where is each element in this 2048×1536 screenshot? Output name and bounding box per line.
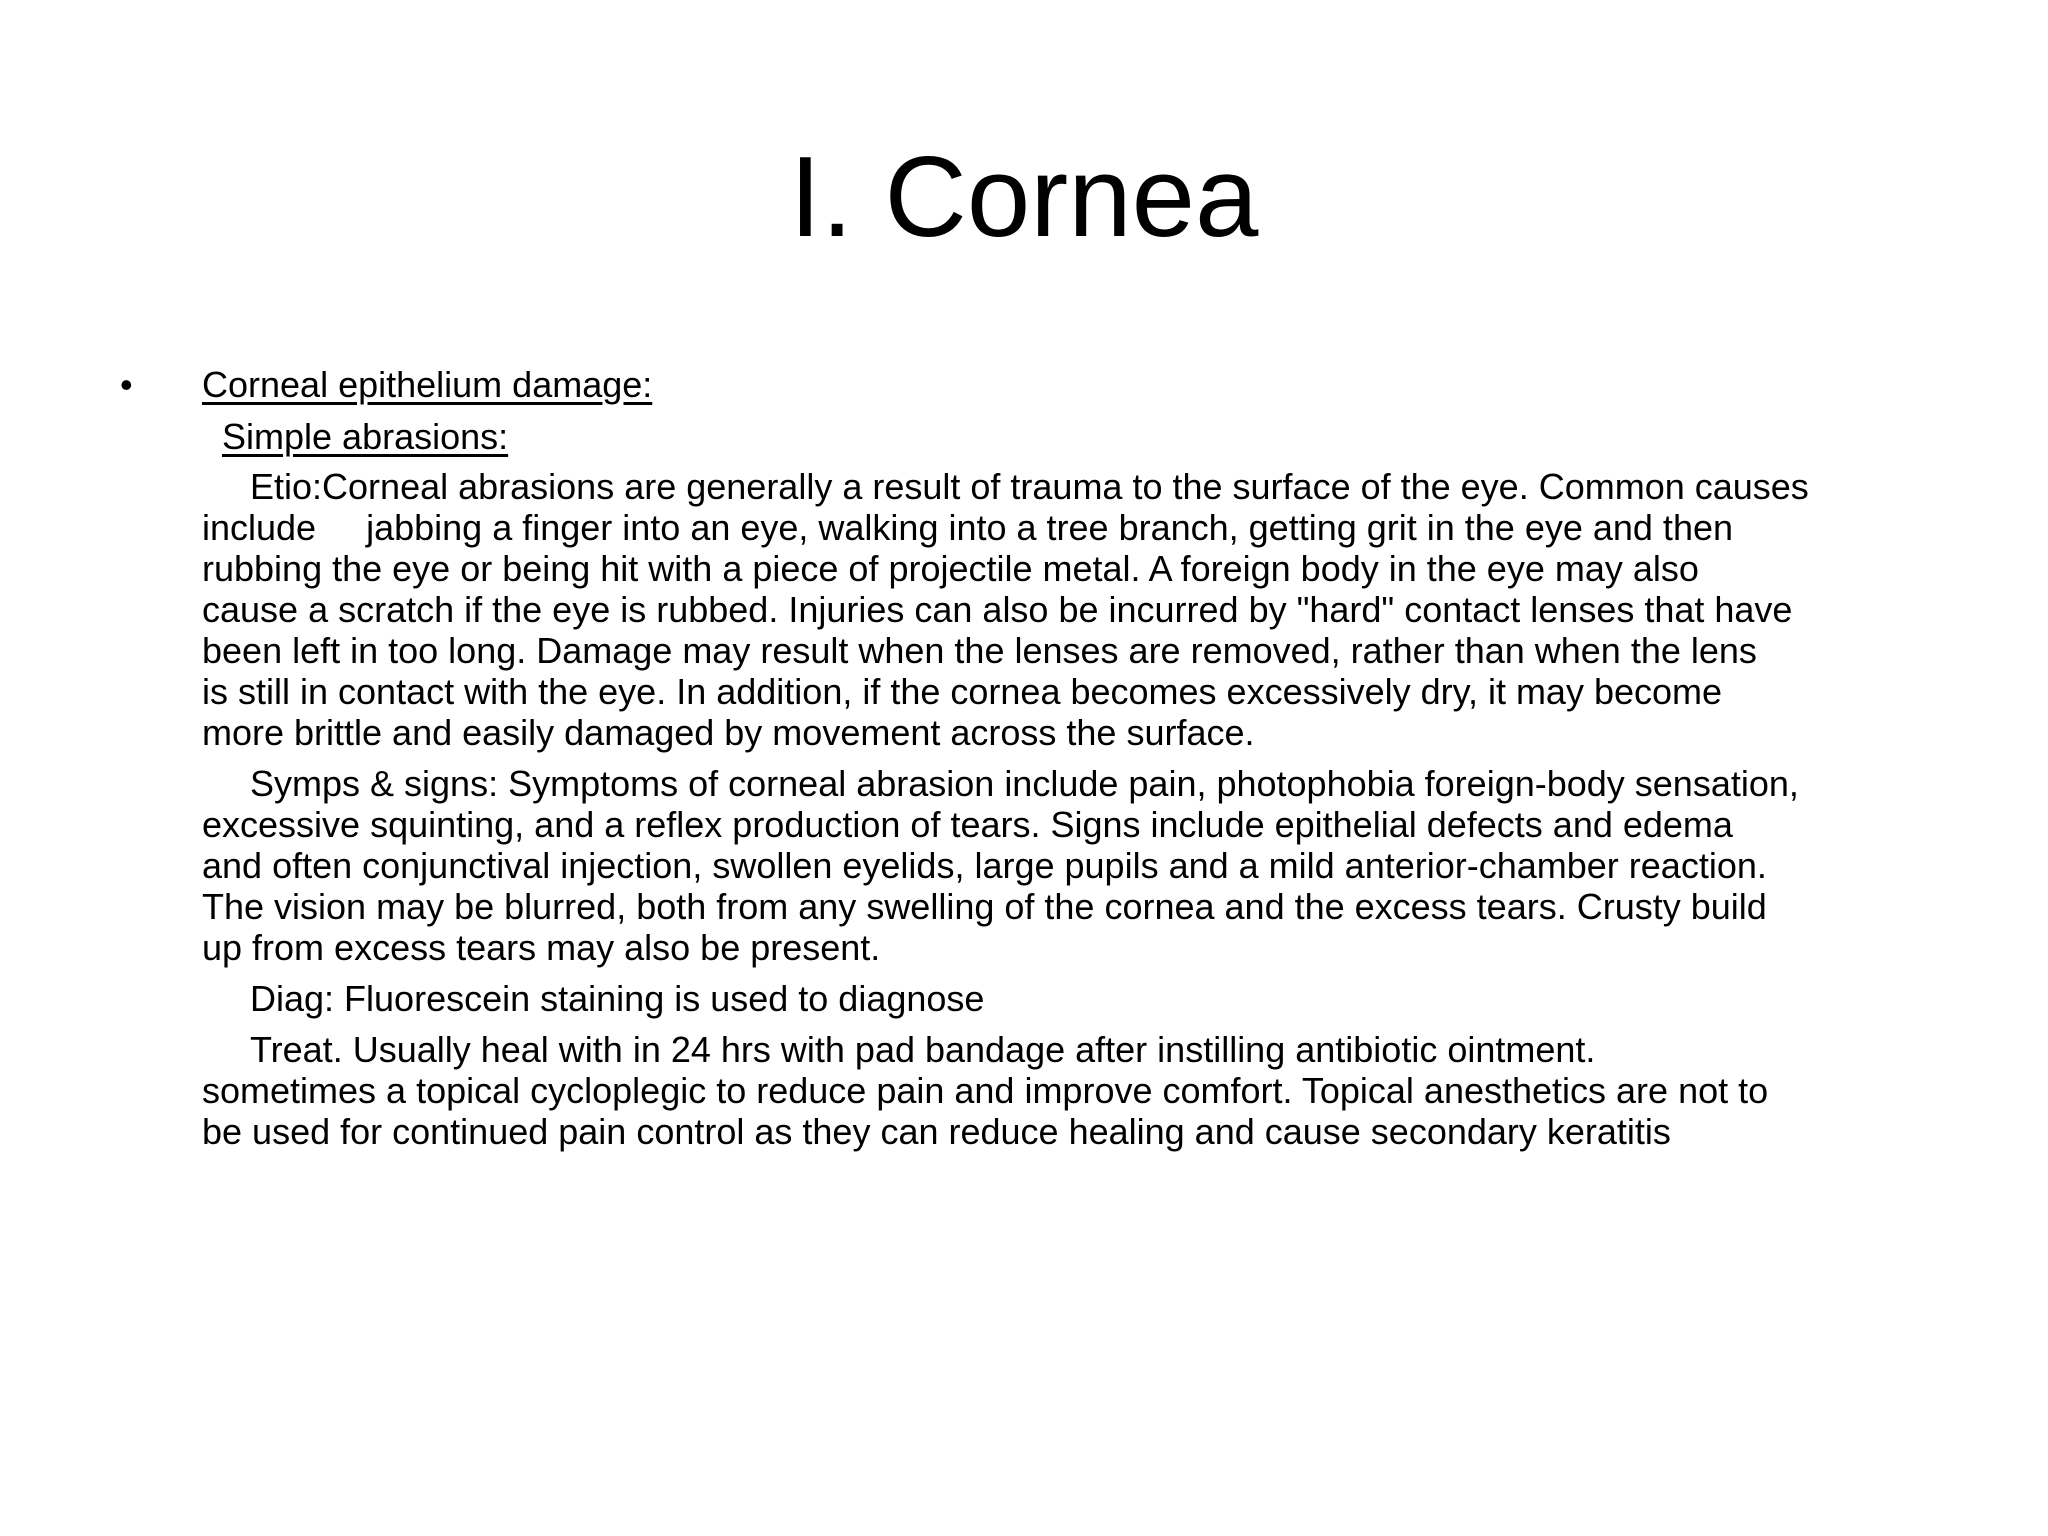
paragraph-line: rubbing the eye or being hit with a piece of projectile metal. A foreign body in the eye may also	[202, 548, 1699, 589]
bullet-item	[120, 364, 1960, 416]
paragraph-line: cause a scratch if the eye is rubbed. Injuries can also be incurred by "hard" contact lenses that have	[202, 589, 1793, 630]
paragraph-line: excessive squinting, and a reflex production of tears. Signs include epithelial defects and edema	[202, 804, 1733, 845]
bullet-icon: •	[120, 364, 133, 405]
symptoms-paragraph	[202, 763, 1960, 968]
paragraph-line: Diag: Fluorescein staining is used to diagnose	[250, 978, 985, 1019]
subsection-heading-row	[120, 416, 1960, 466]
paragraph-line: The vision may be blurred, both from any swelling of the cornea and the excess tears. Crusty build	[202, 886, 1767, 927]
diagnosis-paragraph	[202, 978, 1960, 1019]
paragraph-line: is still in contact with the eye. In addition, if the cornea becomes excessively dry, it may become	[202, 671, 1723, 712]
paragraph-line: been left in too long. Damage may result when the lenses are removed, rather than when the lens	[202, 630, 1757, 671]
etiology-paragraph	[202, 466, 1960, 753]
slide-content	[120, 364, 1960, 1162]
paragraph-line: more brittle and easily damaged by movement across the surface.	[202, 712, 1255, 753]
paragraph-line: Treat. Usually heal with in 24 hrs with pad bandage after instilling antibiotic ointment.	[250, 1029, 1596, 1070]
subsection-heading: Simple abrasions:	[222, 416, 509, 457]
paragraph-line: include jabbing a finger into an eye, walking into a tree branch, getting grit in the eye and then	[202, 507, 1734, 548]
paragraph-line: and often conjunctival injection, swollen eyelids, large pupils and a mild anterior-chamber reaction.	[202, 845, 1767, 886]
section-heading: Corneal epithelium damage:	[202, 364, 653, 405]
paragraph-line: be used for continued pain control as they can reduce healing and cause secondary keratitis	[202, 1111, 1671, 1152]
paragraph-line: Symps & signs: Symptoms of corneal abrasion include pain, photophobia foreign-body sensation,	[250, 763, 1799, 804]
paragraph-line: sometimes a topical cycloplegic to reduce pain and improve comfort. Topical anesthetics are not to	[202, 1070, 1769, 1111]
treatment-paragraph	[202, 1029, 1960, 1152]
paragraph-line: Etio:Corneal abrasions are generally a result of trauma to the surface of the eye. Common causes	[250, 466, 1809, 507]
slide-title: I. Cornea	[789, 134, 1259, 261]
paragraph-line: up from excess tears may also be present.	[202, 927, 881, 968]
